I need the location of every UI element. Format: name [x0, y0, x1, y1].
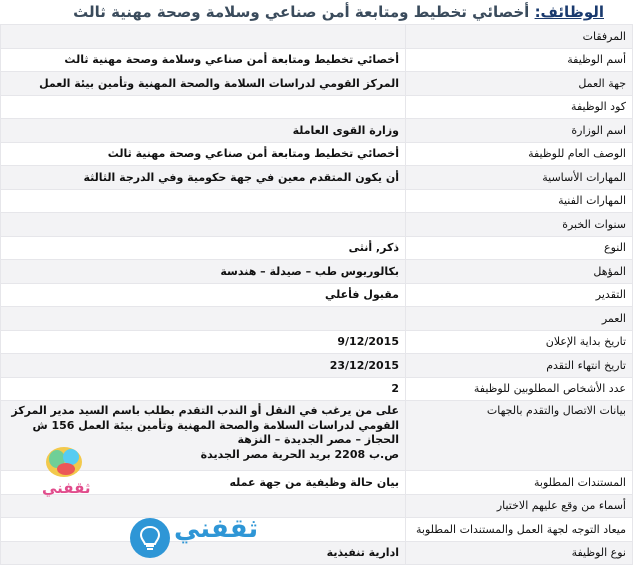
row-value: وزارة القوى العاملة: [1, 119, 406, 143]
row-value: [1, 307, 406, 331]
row-key: العمر: [406, 307, 633, 331]
row-key: المستندات المطلوبة: [406, 471, 633, 495]
brand-name-small: ثقفني: [42, 479, 91, 497]
title-label[interactable]: الوظائف:: [534, 3, 604, 21]
row-key: أسماء من وقع عليهم الاختيار: [406, 494, 633, 518]
row-value: أخصائي تخطيط ومتابعة أمن صناعي وسلامة وصحة مهنية ثالث: [1, 48, 406, 72]
brain-icon: [44, 445, 84, 479]
table-row: [1, 377, 633, 401]
table-row: [1, 213, 633, 237]
page-title: [0, 0, 612, 24]
row-key: بيانات الاتصال والتقدم بالجهات: [406, 401, 633, 471]
contact-text: على من يرغب في النقل أو الندب التقدم بطلب باسم السيد مدير المركز القومي لدراسات السلامة والصحة المهنية وتأمين بيئة العمل 156 ش الحجاز – مصر الجديدة – النزهة: [11, 404, 399, 446]
row-value: [1, 213, 406, 237]
row-value: المركز القومي لدراسات السلامة والصحة المهنية وتأمين بيئة العمل: [1, 72, 406, 96]
brand-logo-small: [28, 445, 106, 509]
table-row: [1, 142, 633, 166]
table-row: [1, 119, 633, 143]
table-row: [1, 48, 633, 72]
row-value: [1, 25, 406, 49]
table-row: [1, 354, 633, 378]
table-row: [1, 166, 633, 190]
row-value: 9/12/2015: [1, 330, 406, 354]
row-value: بكالوريوس طب – صيدلة – هندسة: [1, 260, 406, 284]
row-value: 23/12/2015: [1, 354, 406, 378]
brand-logo: [130, 508, 259, 566]
row-key: المؤهل: [406, 260, 633, 284]
row-key: الوصف العام للوظيفة: [406, 142, 633, 166]
row-value: ذكر, أنثى: [1, 236, 406, 260]
row-key: المهارات الأساسية: [406, 166, 633, 190]
row-key: ميعاد التوجه لجهة العمل والمستندات المطلوبة: [406, 518, 633, 542]
table-row: [1, 95, 633, 119]
row-key: تاريخ بداية الإعلان: [406, 330, 633, 354]
row-value: أخصائي تخطيط ومتابعة أمن صناعي وصحة مهنية ثالث: [1, 142, 406, 166]
row-key: اسم الوزارة: [406, 119, 633, 143]
row-key: جهة العمل: [406, 72, 633, 96]
row-value: مقبول فأعلي: [1, 283, 406, 307]
table-row: [1, 72, 633, 96]
row-key: سنوات الخبرة: [406, 213, 633, 237]
lightbulb-icon: [130, 518, 170, 558]
row-key: نوع الوظيفة: [406, 541, 633, 565]
table-row: [1, 307, 633, 331]
row-key: المهارات الفنية: [406, 189, 633, 213]
title-value: أخصائي تخطيط ومتابعة أمن صناعي وسلامة وصحة مهنية ثالث: [73, 3, 530, 21]
table-row: [1, 541, 633, 565]
table-row: [1, 236, 633, 260]
row-value: 2: [1, 377, 406, 401]
table-row: [1, 260, 633, 284]
row-key: كود الوظيفة: [406, 95, 633, 119]
table-row: [1, 25, 633, 49]
table-row: [1, 283, 633, 307]
table-row: [1, 189, 633, 213]
row-value: [1, 189, 406, 213]
row-key: تاريخ انتهاء التقدم: [406, 354, 633, 378]
row-value: أن يكون المتقدم معين في جهة حكومية وفي الدرجة الثالثة: [1, 166, 406, 190]
contact-po-box: ص.ب 2208 بريد الحرية مصر الجديدة: [200, 447, 399, 461]
row-key: التقدير: [406, 283, 633, 307]
row-value: [1, 95, 406, 119]
row-key: النوع: [406, 236, 633, 260]
row-value: ادارية تنفيذية: [1, 541, 406, 565]
row-value: بيان حالة وظيفية من جهة عمله: [1, 471, 406, 495]
brand-name: ثقفني: [174, 514, 259, 544]
row-key: عدد الأشخاص المطلوبين للوظيفة: [406, 377, 633, 401]
row-key: أسم الوظيفة: [406, 48, 633, 72]
table-row: [1, 330, 633, 354]
table-row: [1, 518, 633, 542]
row-key: المرفقات: [406, 25, 633, 49]
